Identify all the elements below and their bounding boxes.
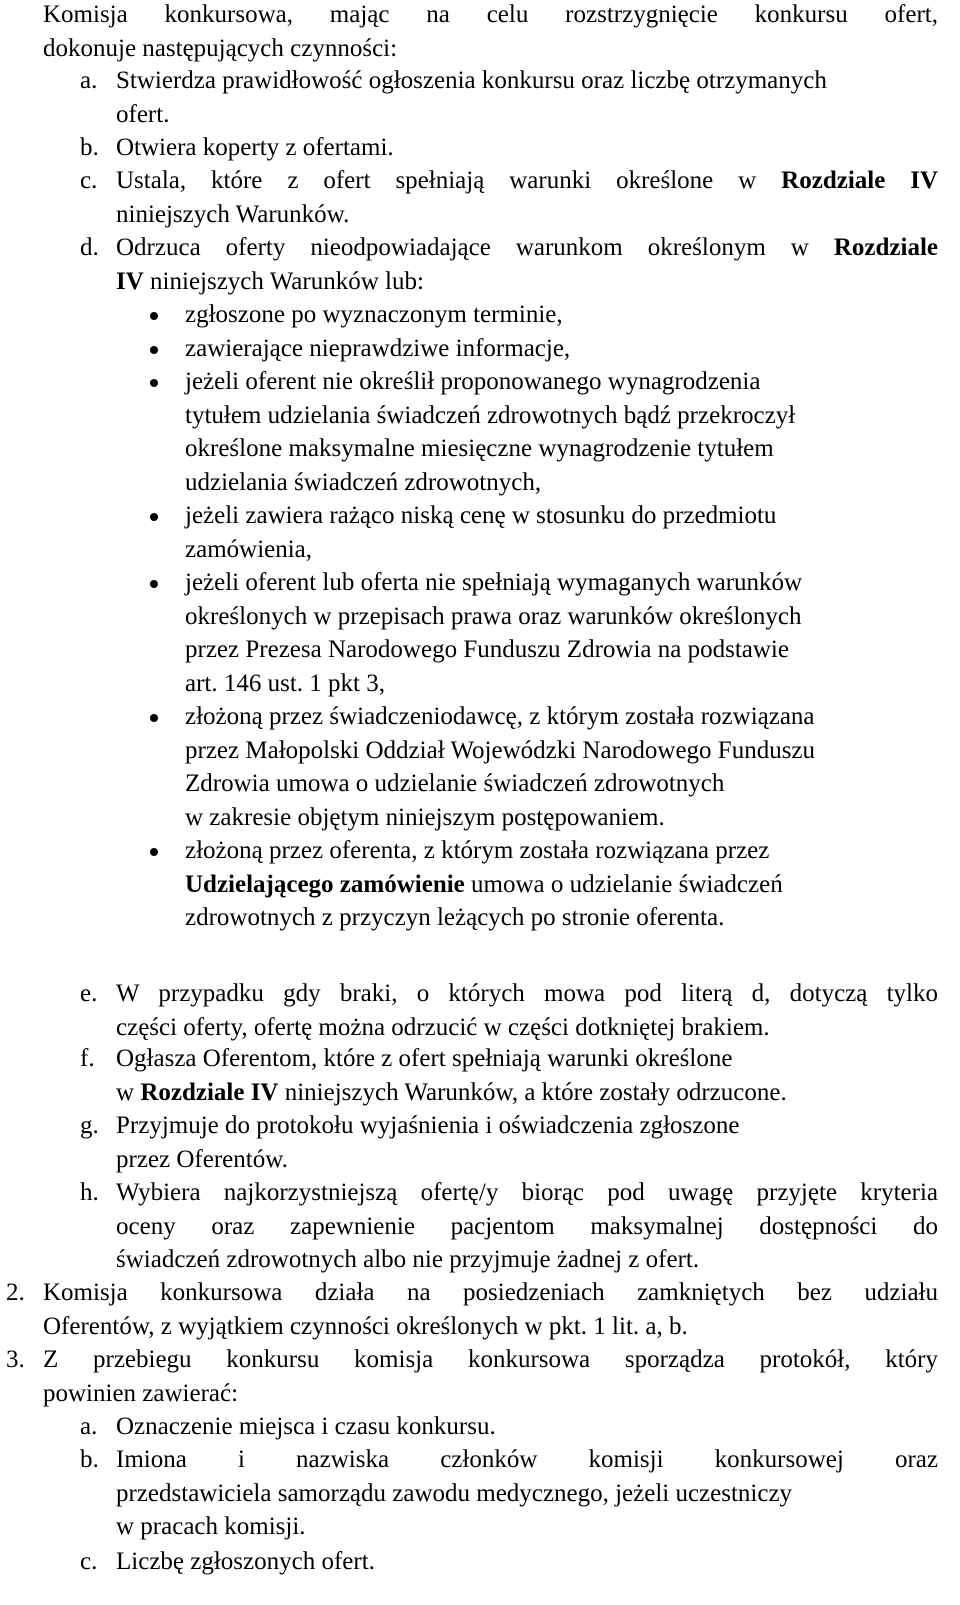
bullet-text-line bbox=[185, 868, 910, 902]
bullet-item bbox=[150, 332, 910, 366]
list-item bbox=[80, 1545, 938, 1579]
bullet-text: jeżeli oferent lub oferta nie spełniają wymaganych warunków bbox=[185, 569, 803, 596]
item-text: Odrzuca oferty nieodpowiadające warunkom określonym w bbox=[116, 234, 834, 261]
item-text: Imiona i nazwiska członków komisji konkursowej oraz bbox=[116, 1446, 938, 1473]
bullet-text: zdrowotnych z przyczyn leżących po stronie oferenta. bbox=[185, 904, 725, 931]
item-marker: e. bbox=[80, 980, 98, 1007]
point-text: Komisja konkursowa działa na posiedzeniach zamkniętych bez udziału bbox=[43, 1279, 938, 1306]
intro-line-1: Komisja konkursowa, mając na celu rozstrzygnięcie konkursu ofert, bbox=[43, 1, 938, 28]
ordering-party-name: Udzielającego zamówienie bbox=[185, 870, 465, 898]
bullet-icon bbox=[150, 312, 158, 320]
bullet-text: zamówienia, bbox=[185, 535, 313, 563]
bullet-text: zawierające nieprawdziwe informacje, bbox=[185, 334, 571, 362]
item-marker: b. bbox=[80, 1446, 99, 1473]
bullet-item bbox=[150, 700, 910, 834]
list-item bbox=[80, 1042, 938, 1109]
bullet-icon bbox=[150, 580, 158, 588]
list-item bbox=[80, 977, 938, 1044]
intro-paragraph bbox=[43, 0, 938, 65]
item-text: Ustala, które z ofert spełniają warunki określone w bbox=[116, 167, 782, 194]
bullet-icon bbox=[150, 714, 158, 722]
bullet-text: umowa o udzielanie świadczeń bbox=[464, 870, 783, 898]
item-text-line bbox=[116, 265, 938, 299]
bullet-icon bbox=[150, 513, 158, 521]
list-item bbox=[80, 1443, 938, 1544]
bullet-text: zgłoszone po wyznaczonym terminie, bbox=[185, 301, 563, 328]
list-item bbox=[80, 131, 938, 165]
item-marker: a. bbox=[80, 1413, 98, 1440]
item-text: części oferty, ofertę można odrzucić w części dotkniętej brakiem. bbox=[116, 1013, 770, 1041]
item-text: Oznaczenie miejsca i czasu konkursu. bbox=[116, 1413, 496, 1440]
item-text: przedstawiciela samorządu zawodu medycznego, jeżeli uczestniczy bbox=[116, 1479, 793, 1507]
bullet-text: złożoną przez świadczeniodawcę, z którym została rozwiązana bbox=[185, 703, 815, 730]
bullet-item bbox=[150, 499, 910, 566]
bullet-text: określone maksymalne miesięczne wynagrodzenie tytułem bbox=[185, 435, 774, 462]
bullet-text: art. 146 ust. 1 pkt 3, bbox=[185, 669, 385, 697]
bullet-icon bbox=[150, 848, 158, 856]
list-item bbox=[80, 231, 938, 298]
bullet-icon bbox=[150, 379, 158, 387]
item-text-line bbox=[116, 1076, 938, 1110]
item-text: świadczeń zdrowotnych albo nie przyjmuje żadnej z ofert. bbox=[116, 1246, 700, 1273]
item-text: Liczbę zgłoszonych ofert. bbox=[116, 1548, 375, 1575]
item-marker: d. bbox=[80, 234, 99, 261]
point-text: Oferentów, z wyjątkiem czynności określonych w pkt. 1 lit. a, b. bbox=[43, 1312, 688, 1340]
point-number: 3. bbox=[6, 1346, 25, 1373]
item-text: Otwiera koperty z ofertami. bbox=[116, 134, 394, 161]
chapter-reference: Rozdziale bbox=[833, 234, 938, 261]
item-text: w bbox=[116, 1078, 141, 1106]
numbered-point bbox=[6, 1276, 938, 1343]
item-marker: f. bbox=[80, 1045, 95, 1072]
bullet-item bbox=[150, 298, 910, 332]
point-text: powinien zawierać: bbox=[43, 1379, 239, 1407]
item-text-line bbox=[116, 164, 938, 198]
item-text-line bbox=[116, 231, 938, 265]
bullet-item bbox=[150, 365, 910, 499]
item-text: Przyjmuje do protokołu wyjaśnienia i oświadczenia zgłoszone bbox=[116, 1112, 740, 1139]
bullet-item bbox=[150, 834, 910, 935]
item-text: ofert. bbox=[116, 100, 170, 128]
item-text: przez Oferentów. bbox=[116, 1145, 288, 1173]
item-marker: a. bbox=[80, 67, 98, 94]
list-item bbox=[80, 1410, 938, 1444]
bullet-text: udzielania świadczeń zdrowotnych, bbox=[185, 468, 542, 496]
point-text: Z przebiegu konkursu komisja konkursowa sporządza protokół, który bbox=[43, 1346, 938, 1373]
item-marker: c. bbox=[80, 167, 98, 194]
item-marker: b. bbox=[80, 134, 99, 161]
item-text: Stwierdza prawidłowość ogłoszenia konkursu oraz liczbę otrzymanych bbox=[116, 67, 827, 94]
item-text: Wybiera najkorzystniejszą ofertę/y biorąc pod uwagę przyjęte kryteria bbox=[116, 1179, 938, 1206]
bullet-text: w zakresie objętym niniejszym postępowaniem. bbox=[185, 803, 665, 831]
list-item bbox=[80, 64, 938, 131]
item-marker: h. bbox=[80, 1179, 99, 1206]
numbered-point bbox=[6, 1343, 938, 1410]
chapter-reference: Rozdziale IV bbox=[140, 1078, 279, 1106]
bullet-list bbox=[150, 298, 910, 935]
bullet-item bbox=[150, 566, 910, 700]
intro-line-2: dokonuje następujących czynności: bbox=[43, 34, 398, 62]
item-marker: g. bbox=[80, 1112, 99, 1139]
item-text: W przypadku gdy braki, o których mowa pod literą d, dotyczą tylko bbox=[116, 980, 938, 1007]
bullet-text: Zdrowia umowa o udzielanie świadczeń zdrowotnych bbox=[185, 770, 725, 797]
list-item bbox=[80, 164, 938, 231]
item-text: oceny oraz zapewnienie pacjentom maksymalnej dostępności do bbox=[116, 1212, 938, 1240]
bullet-text: złożoną przez oferenta, z którym została rozwiązana przez bbox=[185, 837, 770, 864]
point-number: 2. bbox=[6, 1279, 25, 1306]
item-text: niniejszych Warunków. bbox=[116, 200, 350, 228]
item-text: w pracach komisji. bbox=[116, 1513, 306, 1540]
item-text: niniejszych Warunków, a które zostały odrzucone. bbox=[278, 1078, 787, 1106]
chapter-reference: IV bbox=[116, 267, 144, 295]
list-item bbox=[80, 1176, 938, 1277]
bullet-text: przez Małopolski Oddział Wojewódzki Narodowego Funduszu bbox=[185, 736, 816, 764]
item-marker: c. bbox=[80, 1548, 98, 1575]
bullet-text: tytułem udzielania świadczeń zdrowotnych bądź przekroczył bbox=[185, 401, 796, 429]
bullet-text: jeżeli oferent nie określił proponowanego wynagrodzenia bbox=[185, 368, 761, 395]
bullet-text: jeżeli zawiera rażąco niską cenę w stosunku do przedmiotu bbox=[185, 502, 777, 529]
list-item bbox=[80, 1109, 938, 1176]
bullet-text: przez Prezesa Narodowego Funduszu Zdrowia na podstawie bbox=[185, 636, 789, 663]
bullet-text: określonych w przepisach prawa oraz warunków określonych bbox=[185, 602, 802, 630]
item-text: Ogłasza Oferentom, które z ofert spełniają warunki określone bbox=[116, 1045, 733, 1072]
chapter-reference: Rozdziale IV bbox=[781, 167, 939, 194]
item-text: niniejszych Warunków lub: bbox=[143, 267, 424, 295]
bullet-icon bbox=[150, 346, 158, 354]
